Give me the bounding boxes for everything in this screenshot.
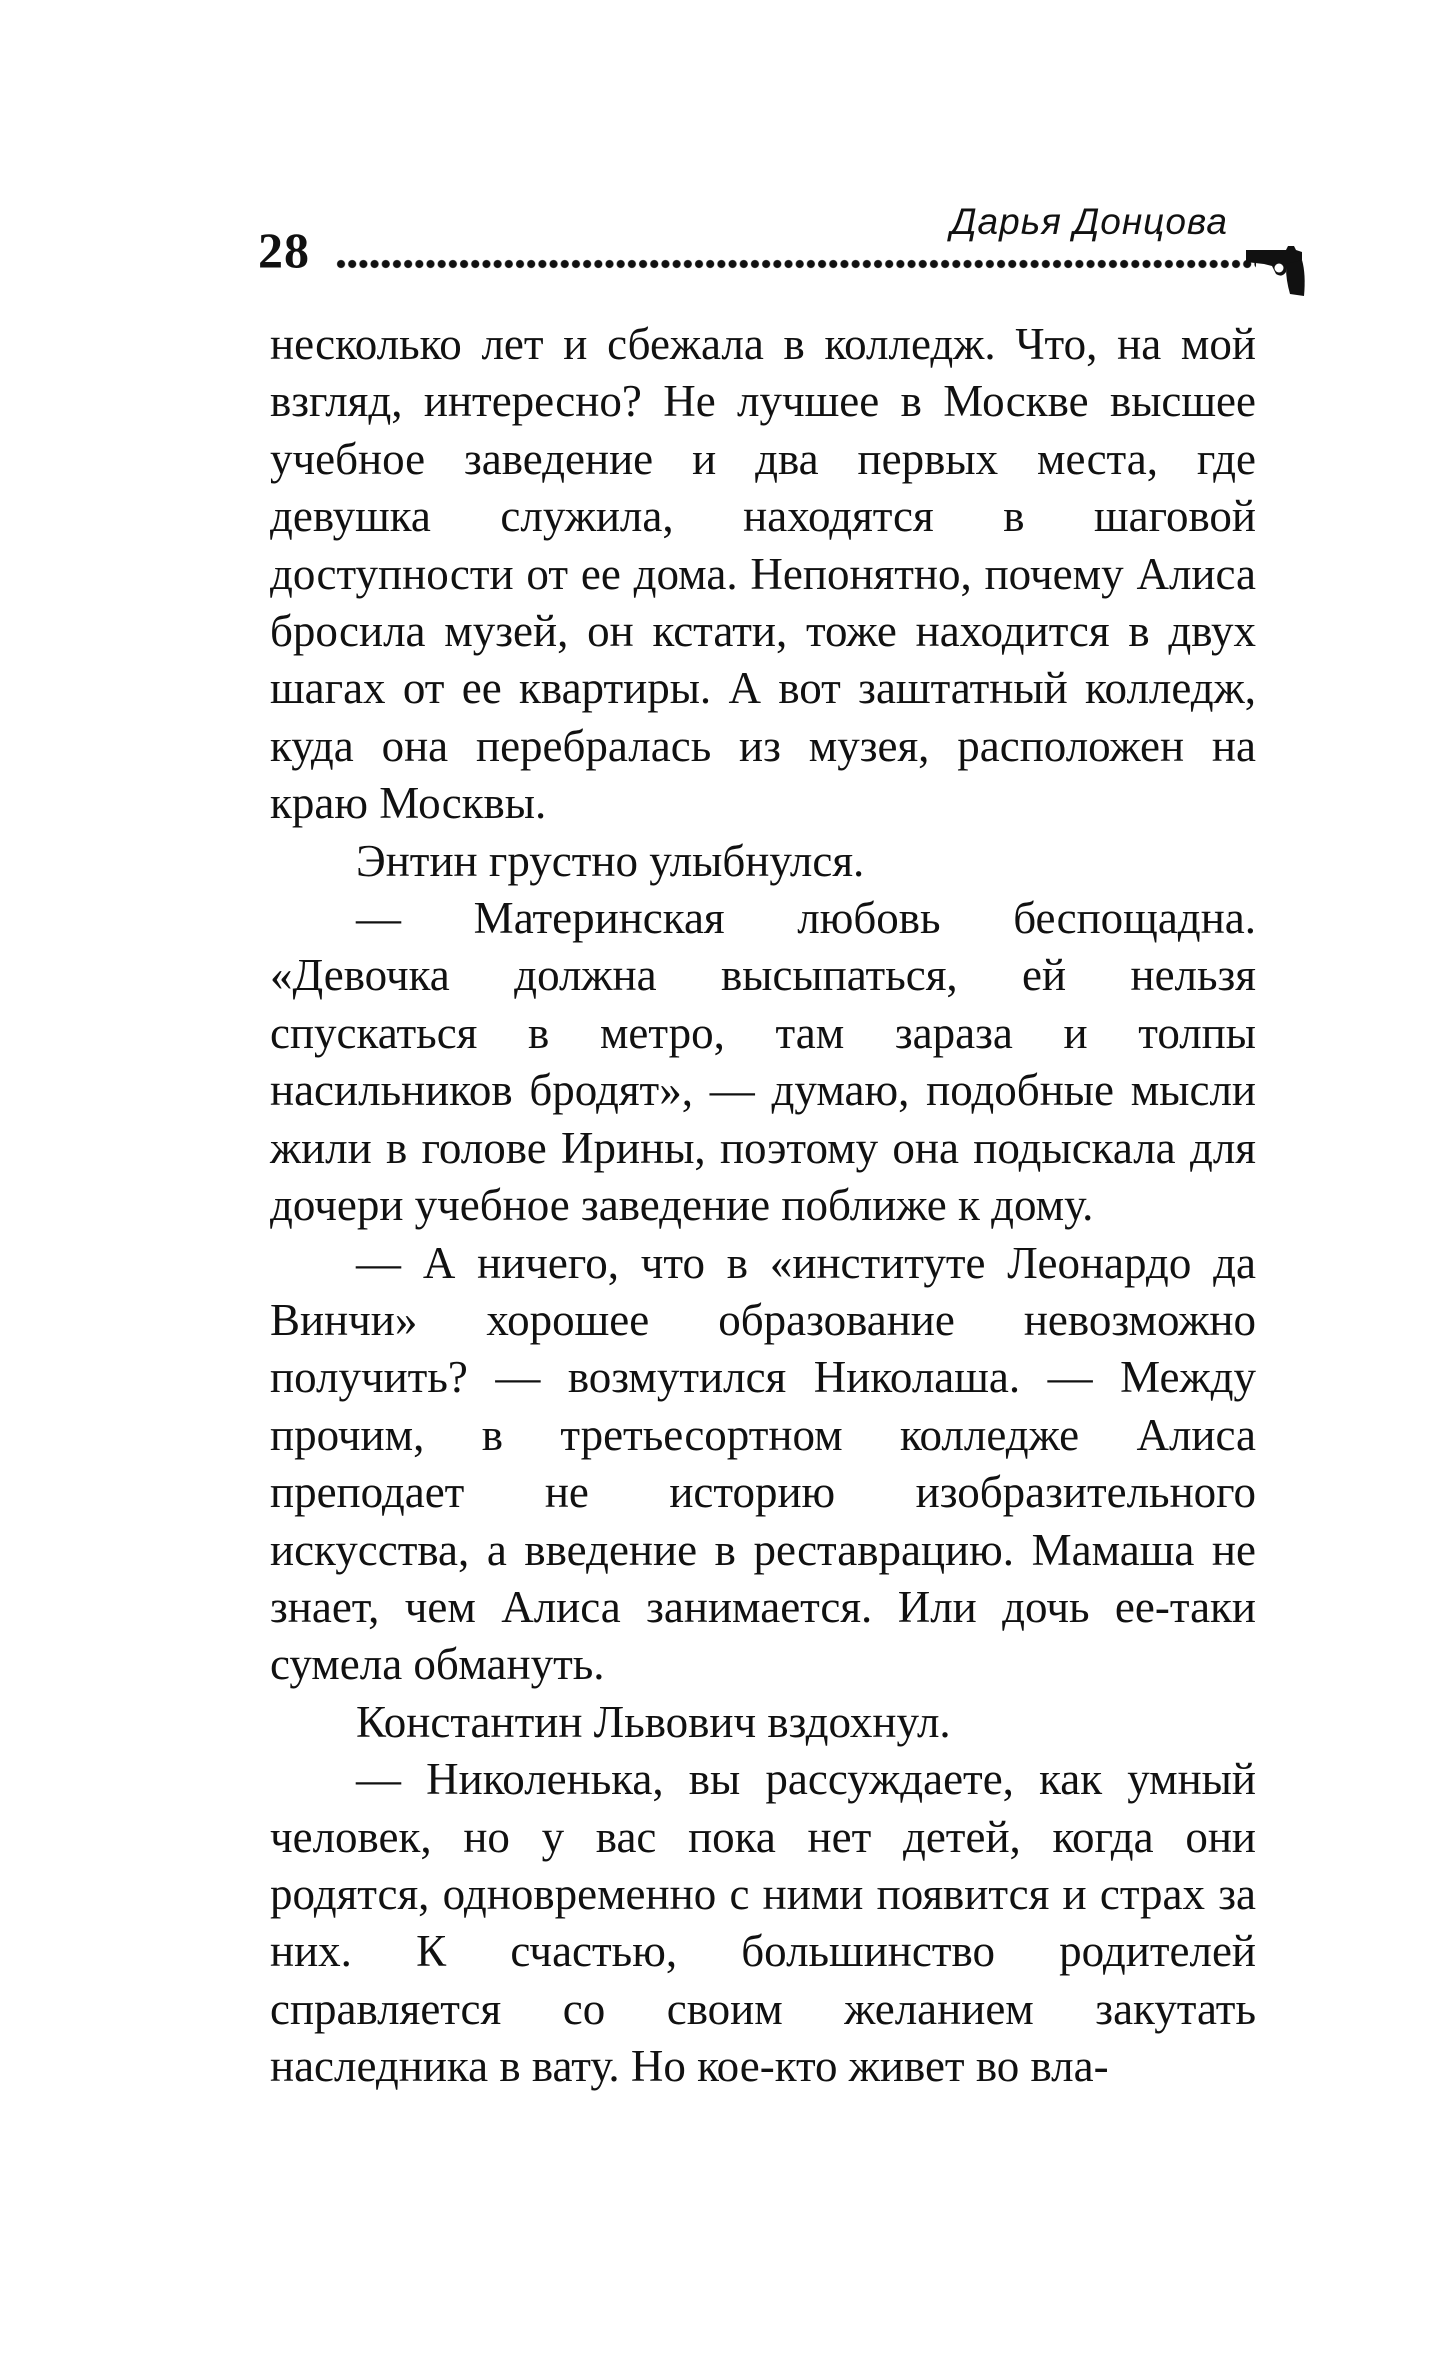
- running-title-author: Дарья Донцова: [950, 201, 1228, 242]
- paragraph: — Материнская любовь беспощадна. «Девочка должна высыпаться, ей нельзя спускаться в метро, там зараза и толпы насильников бродят», — думаю, подобные мысли жили в голове Ирины, поэтому она подыскала для дочери учебное заведение поближе к дому.: [270, 893, 1256, 1231]
- page-number: 28: [258, 222, 310, 278]
- body-text: [270, 316, 1256, 2096]
- paragraph: — Николенька, вы рассуждаете, как умный человек, но у вас пока нет детей, когда они родятся, одновременно с ними появится и страх за них. К счастью, большинство родителей справляется со своим желанием закутать наследника в вату. Но кое-кто живет во вла-: [270, 1754, 1256, 2092]
- revolver-icon: [1246, 244, 1308, 298]
- paragraph: — А ничего, что в «институте Леонардо да Винчи» хорошее образование невозможно получить? — возмутился Николаша. — Между прочим, в третьесортном колледже Алиса преподает не историю изобразительного искусства, а введение в реставрацию. Мамаша не знает, чем Алиса занимается. Или дочь ее-таки сумела обмануть.: [270, 1237, 1256, 1690]
- running-header: [258, 200, 1308, 300]
- paragraph: Энтин грустно улыбнулся.: [356, 835, 865, 886]
- paragraph: несколько лет и сбежала в колледж. Что, на мой взгляд, интересно? Не лучшее в Москве высшее учебное заведение и два первых места, где девушка служила, находятся в шаговой доступности от ее дома. Непонятно, почему Алиса бросила музей, он кстати, тоже находится в двух шагах от ее квартиры. А вот заштатный колледж, куда она перебралась из музея, расположен на краю Москвы.: [270, 319, 1256, 829]
- dotted-leader: [336, 258, 1256, 274]
- paragraph: Константин Львович вздохнул.: [356, 1696, 951, 1747]
